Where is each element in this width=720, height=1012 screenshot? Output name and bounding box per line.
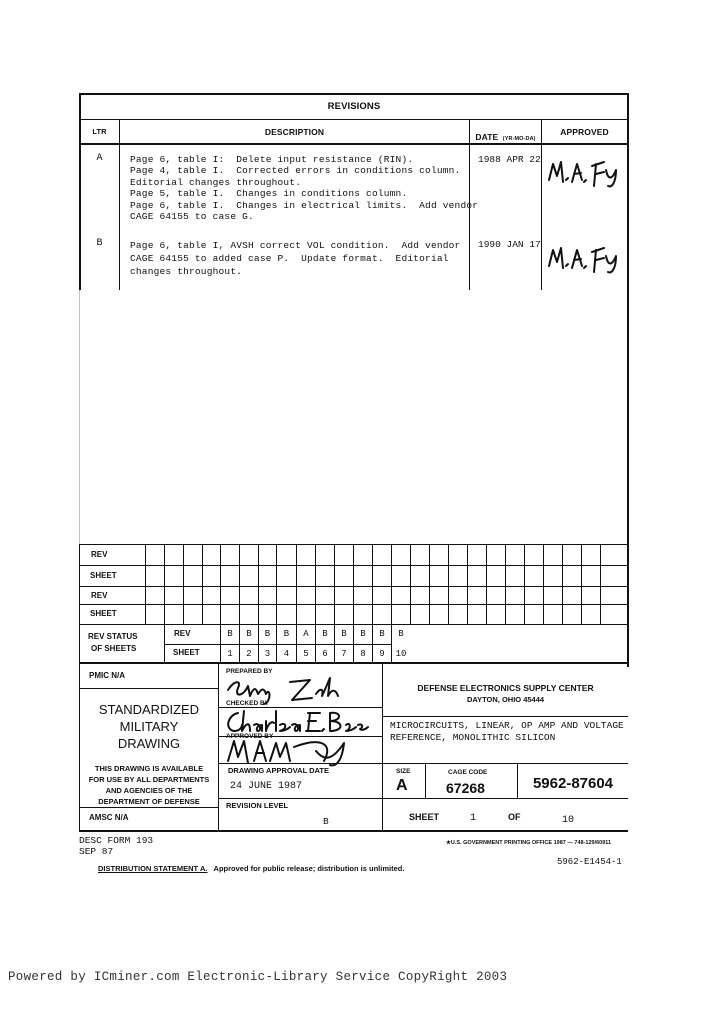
rev-cell: B	[264, 629, 271, 639]
sheet-number: 1	[470, 813, 477, 824]
rev-cell: B	[341, 629, 347, 639]
rev-cell: B	[283, 629, 290, 639]
grid-sheet-label-1: SHEET	[90, 571, 117, 580]
distribution-statement: DISTRIBUTION STATEMENT A. Approved for public release; distribution is unlimited.	[98, 864, 405, 873]
revisions-title: REVISIONS	[327, 101, 381, 112]
powered-by-notice: Powered by ICminer.com Electronic-Library Service CopyRight 2003	[8, 970, 508, 984]
rev-status-label: REV STATUS	[88, 632, 138, 641]
availability-statement: THIS DRAWING IS AVAILABLE FOR USE BY ALL DEPARTMENTS AND AGENCIES OF THE DEPARTMENT OF DEFENSE	[88, 764, 210, 806]
drawing-number: 5962-87604	[532, 775, 614, 792]
sheet-cell: 9	[379, 649, 385, 659]
rev-row-b-date: 1990 JAN 17	[478, 239, 541, 250]
document-id: 5962-E1454-1	[557, 857, 622, 867]
gpo-notice: ★U.S. GOVERNMENT PRINTING OFFICE 1987 — 748-129/60911	[446, 840, 612, 846]
of-label: OF	[508, 812, 521, 822]
sheet-cell: 8	[360, 649, 366, 659]
amsc-label: AMSC N/A	[89, 813, 129, 822]
rev-cell: A	[303, 629, 309, 639]
description-header: DESCRIPTION	[264, 127, 325, 137]
sheet-cell: 1	[227, 649, 233, 659]
revision-level: B	[323, 816, 329, 827]
rev-row-a-approval-signature	[546, 156, 626, 190]
rev-cell: B	[227, 629, 233, 639]
cage-code-label: CAGE CODE	[448, 769, 488, 776]
document-title-line-1: MICROCIRCUITS, LINEAR, OP AMP AND VOLTAGE	[390, 720, 624, 731]
ltr-header: LTR	[92, 127, 107, 136]
rev-row-a-ltr: A	[96, 153, 103, 164]
size-value: A	[396, 777, 408, 794]
cage-code-value: 67268	[446, 780, 485, 796]
pmic-label: PMIC N/A	[89, 671, 125, 680]
rev-cell: B	[246, 629, 252, 639]
form-number: DESC FORM 193 SEP 87	[79, 835, 154, 857]
grid-sheet-label-2: SHEET	[90, 609, 117, 618]
revision-level-label: REVISION LEVEL	[226, 801, 289, 810]
document-title-line-2: REFERENCE, MONOLITHIC SILICON	[390, 732, 556, 743]
sheet-cell: 3	[264, 649, 271, 659]
rev-cell: B	[398, 629, 404, 639]
date-header: DATE (YR-MO-DA)	[475, 132, 536, 142]
prepared-by-label: PREPARED BY	[226, 668, 273, 675]
agency-name: DEFENSE ELECTRONICS SUPPLY CENTER	[417, 683, 594, 693]
status-sheet-label: SHEET	[173, 648, 200, 657]
rev-row-b-approval-signature	[546, 242, 626, 276]
approved-by-label: APPROVED BY	[226, 733, 274, 740]
checked-by-label: CHECKED BY	[226, 700, 269, 707]
total-sheets: 10	[562, 815, 575, 826]
approved-header: APPROVED	[560, 127, 609, 137]
rev-cell: B	[360, 629, 366, 639]
approval-date: 24 JUNE 1987	[230, 781, 303, 792]
standardized-military-drawing: STANDARDIZED MILITARY DRAWING	[98, 702, 200, 751]
sheet-label: SHEET	[409, 812, 440, 822]
rev-row-a-description: Page 6, table I: Delete input resistance (RIN). Page 4, table I. Corrected errors in conditions column. Editorial changes throughout. Page 5, table I. Changes in conditions column. Page 6, table I. Changes in electrical limits. Add vendor CAGE 64155 to case G.	[130, 154, 479, 223]
sheet-cell: 4	[283, 649, 290, 659]
of-sheets-label: OF SHEETS	[91, 644, 137, 653]
rev-row-b-description: Page 6, table I, AVSH correct VOL condition. Add vendor CAGE 64155 to added case P. Update format. Editorial changes throughout.	[130, 240, 461, 277]
sheet-cell: 7	[341, 649, 347, 659]
rev-row-a-date: 1988 APR 22	[478, 154, 541, 165]
size-label: SIZE	[396, 768, 411, 775]
status-rev-label: REV	[174, 629, 191, 638]
approved-by-signature	[224, 737, 364, 767]
sheet-cell: 10	[395, 649, 407, 659]
rev-cell: B	[322, 629, 328, 639]
sheet-cell: 6	[322, 649, 328, 659]
sheet-cell: 2	[246, 649, 252, 659]
approval-date-label: DRAWING APPROVAL DATE	[228, 766, 329, 775]
rev-cell: B	[379, 629, 385, 639]
grid-rev-label-2: REV	[91, 591, 108, 600]
grid-rev-label-1: REV	[91, 550, 108, 559]
agency-address: DAYTON, OHIO 45444	[466, 695, 545, 704]
sheet-cell: 5	[303, 649, 309, 659]
rev-row-b-ltr: B	[96, 238, 103, 249]
